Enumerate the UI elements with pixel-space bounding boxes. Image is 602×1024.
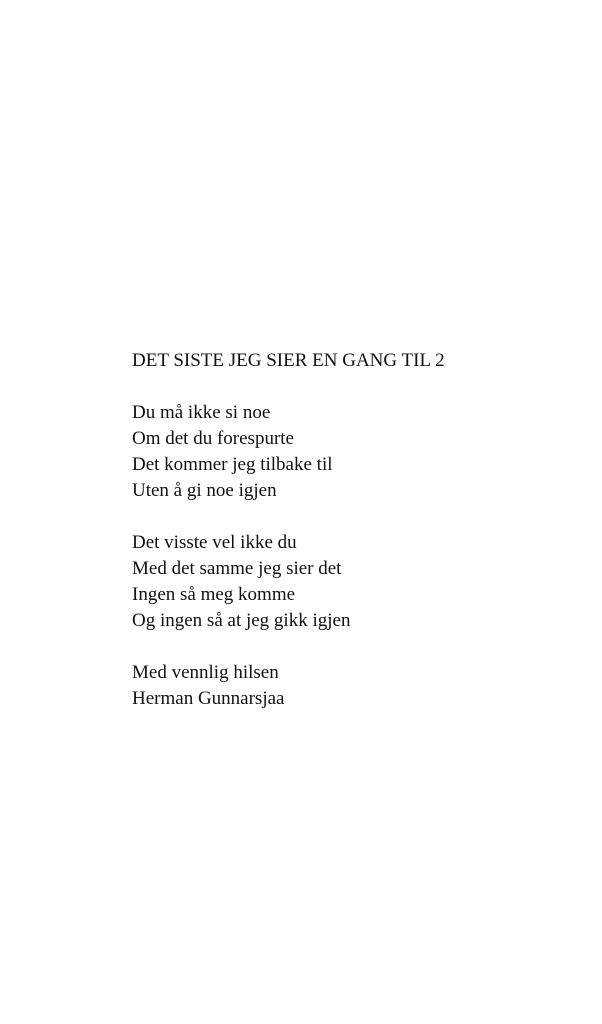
poem-body <box>132 348 572 712</box>
stanza-2 <box>132 530 572 634</box>
poem-line: Med det samme jeg sier det <box>132 558 342 579</box>
poem-line: Uten å gi noe igjen <box>132 480 277 501</box>
poem-line: Ingen så meg komme <box>132 584 296 605</box>
poem-title: DET SISTE JEG SIER EN GANG TIL 2 <box>132 350 445 371</box>
poem-line: Om det du forespurte <box>132 428 294 449</box>
poem-line: Og ingen så at jeg gikk igjen <box>132 610 351 631</box>
poem-line: Det visste vel ikke du <box>132 532 297 553</box>
stanza-1 <box>132 400 572 504</box>
signoff <box>132 660 572 712</box>
poem-line: Du må ikke si noe <box>132 402 271 423</box>
author-name: Herman Gunnarsjaa <box>132 688 285 709</box>
closing-greeting: Med vennlig hilsen <box>132 662 279 683</box>
poem-line: Det kommer jeg tilbake til <box>132 454 333 475</box>
